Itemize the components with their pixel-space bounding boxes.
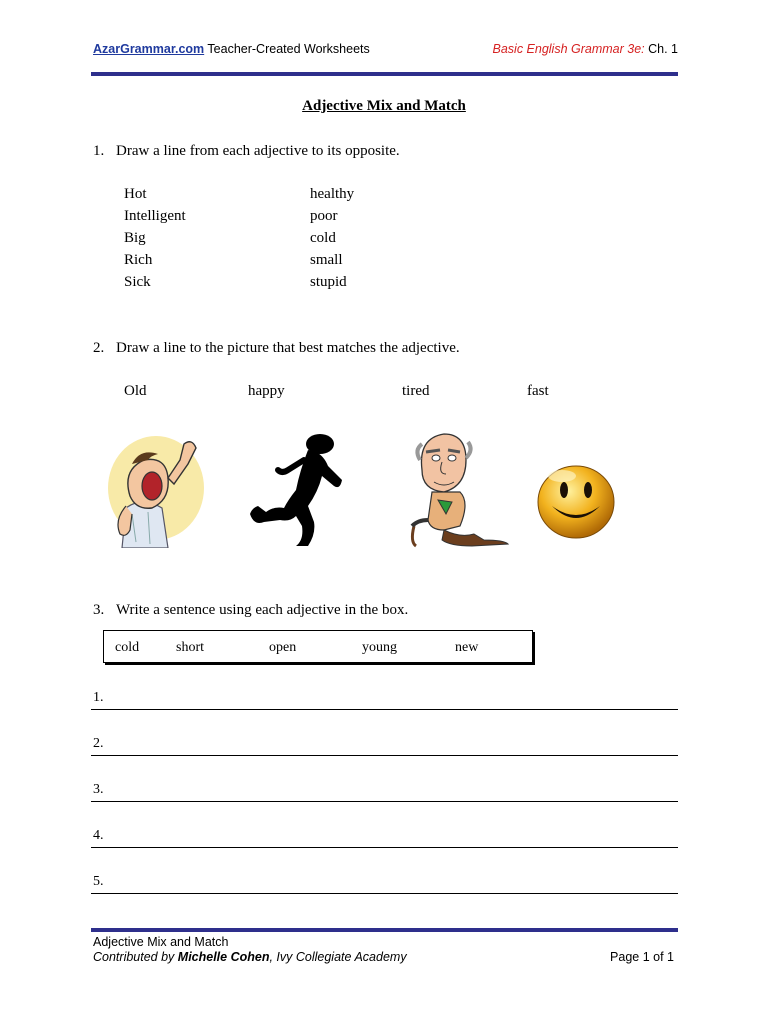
q1-right-word: small bbox=[310, 252, 343, 268]
answer-number: 3. bbox=[93, 782, 104, 797]
q1-right-word: cold bbox=[310, 230, 336, 246]
q2-word: fast bbox=[527, 383, 549, 399]
running-figure-icon bbox=[244, 430, 348, 550]
footer-title: Adjective Mix and Match bbox=[93, 935, 229, 949]
box-word: cold bbox=[115, 640, 140, 655]
footer-rule bbox=[91, 928, 678, 932]
q1-right-word: stupid bbox=[310, 274, 347, 290]
answer-number: 4. bbox=[93, 828, 104, 843]
q1-left-word: Intelligent bbox=[124, 208, 186, 224]
page-title: Adjective Mix and Match bbox=[302, 98, 466, 114]
answer-line[interactable] bbox=[91, 755, 678, 756]
chapter-label: Ch. 1 bbox=[644, 42, 678, 56]
q1-left-word: Rich bbox=[124, 252, 153, 268]
affiliation: , Ivy Collegiate Academy bbox=[269, 950, 407, 964]
q2-word: happy bbox=[248, 383, 285, 399]
q3-instruction: Write a sentence using each adjective in the box. bbox=[116, 602, 409, 618]
header-right bbox=[493, 42, 679, 56]
answer-number: 2. bbox=[93, 736, 104, 751]
footer-credit bbox=[93, 950, 407, 964]
q2-word: Old bbox=[124, 383, 147, 399]
site-link[interactable]: AzarGrammar.com bbox=[93, 42, 205, 56]
q2-instruction: Draw a line to the picture that best matches the adjective. bbox=[116, 340, 460, 356]
q1-instruction: Draw a line from each adjective to its opposite. bbox=[116, 143, 400, 159]
q1-left-word: Big bbox=[124, 230, 146, 246]
header-subtitle: Teacher-Created Worksheets bbox=[204, 42, 370, 56]
smiley-face-icon bbox=[526, 454, 622, 544]
q1-number: 1. bbox=[93, 143, 105, 159]
answer-number: 1. bbox=[93, 690, 104, 705]
q1-right-word: healthy bbox=[310, 186, 355, 202]
author-name: Michelle Cohen bbox=[177, 950, 270, 964]
q2-word: tired bbox=[402, 383, 430, 399]
yawning-man-icon bbox=[92, 430, 207, 548]
old-man-icon bbox=[400, 430, 512, 548]
adjective-box bbox=[103, 630, 533, 663]
q2-number: 2. bbox=[93, 340, 105, 356]
header-left bbox=[93, 42, 370, 56]
box-word: new bbox=[455, 640, 479, 655]
contributed-label: Contributed by bbox=[93, 950, 178, 964]
answer-line[interactable] bbox=[91, 709, 678, 710]
answer-line[interactable] bbox=[91, 801, 678, 802]
answer-number: 5. bbox=[93, 874, 104, 889]
q1-left-word: Hot bbox=[124, 186, 147, 202]
answer-line[interactable] bbox=[91, 893, 678, 894]
book-title: Basic English Grammar 3e: bbox=[492, 42, 645, 56]
box-word: short bbox=[176, 640, 204, 655]
box-word: young bbox=[362, 640, 397, 655]
q3-number: 3. bbox=[93, 602, 105, 618]
q1-right-word: poor bbox=[310, 208, 338, 224]
header-rule bbox=[91, 72, 678, 76]
q1-left-word: Sick bbox=[124, 274, 151, 290]
box-word: open bbox=[269, 640, 297, 655]
page-number: Page 1 of 1 bbox=[610, 950, 674, 964]
answer-line[interactable] bbox=[91, 847, 678, 848]
